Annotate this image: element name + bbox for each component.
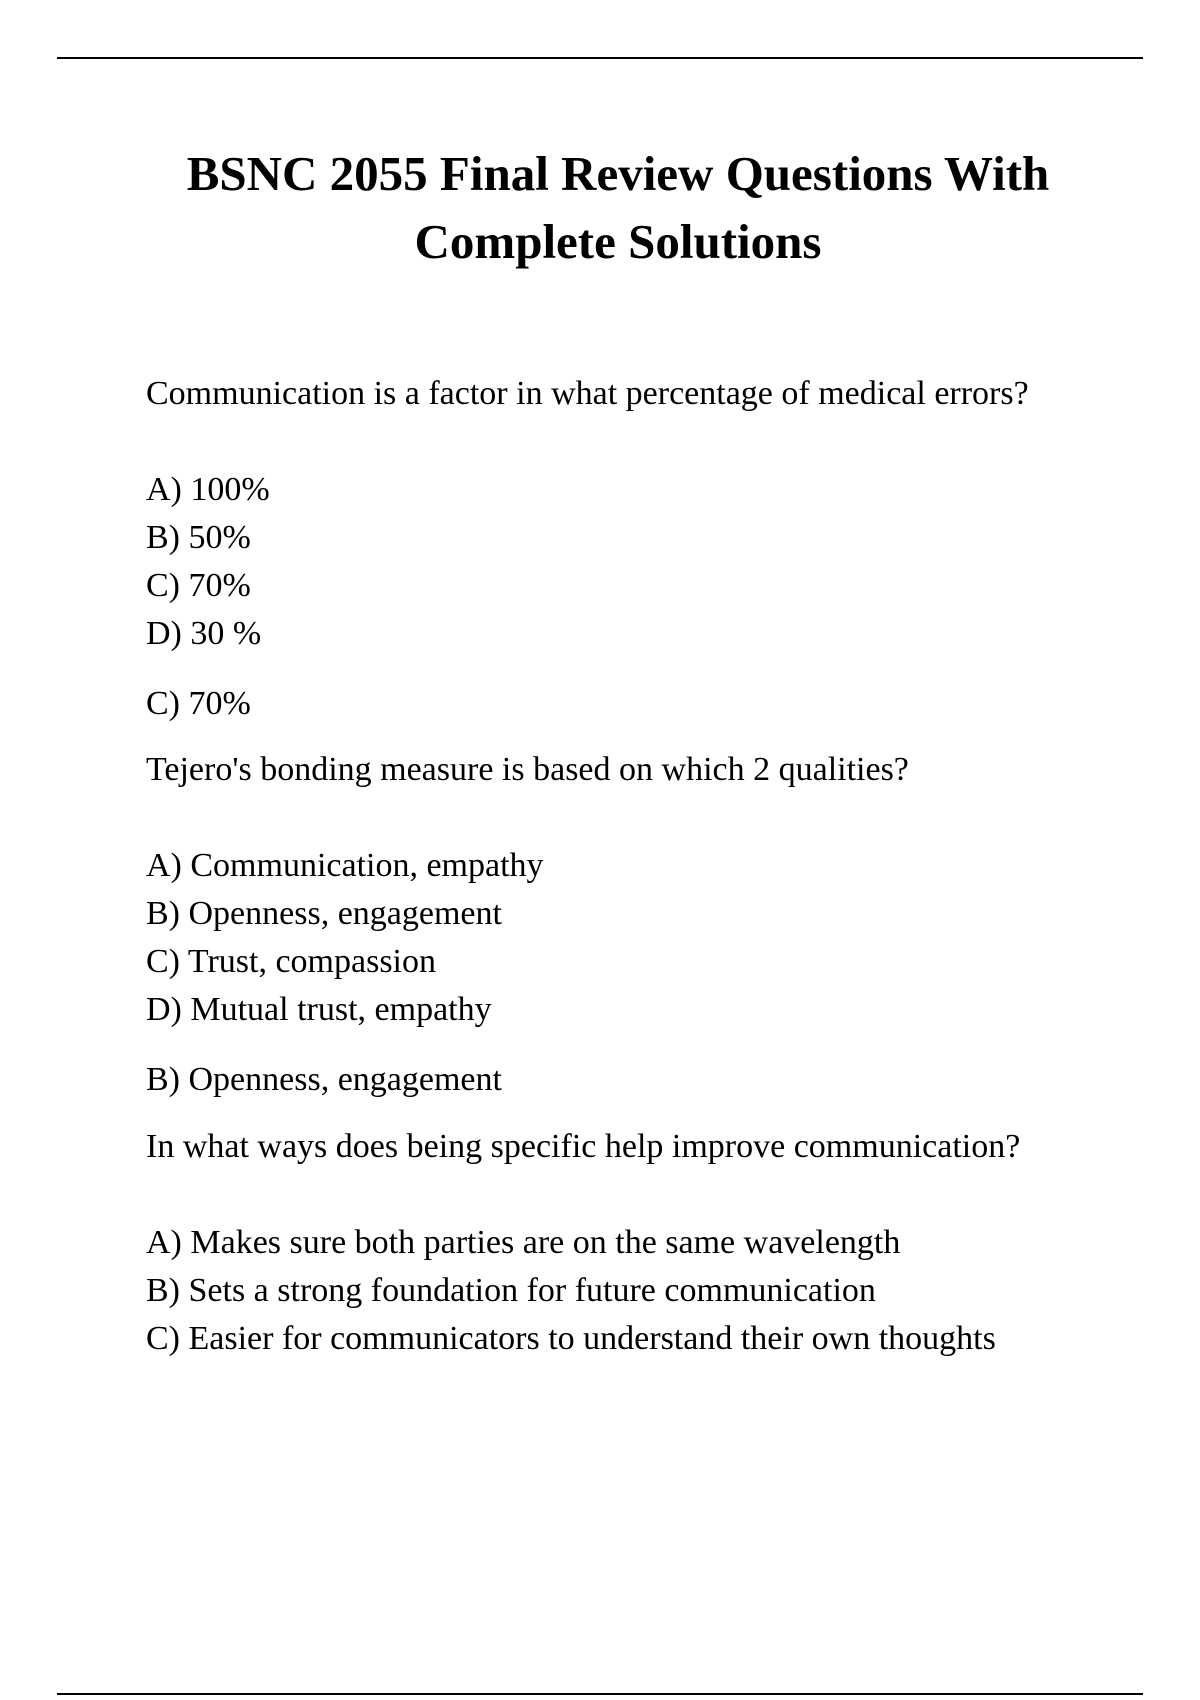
footer-rule (57, 1693, 1143, 1695)
question-text: Communication is a factor in what percentage of medical errors? (146, 375, 1029, 412)
document-title (0, 140, 1200, 276)
option-list (146, 466, 270, 658)
option-item: A) Makes sure both parties are on the same wavelength (146, 1224, 901, 1261)
question-block-1 (146, 374, 1146, 722)
option-item: C) 70% (146, 567, 251, 604)
header-rule (57, 57, 1143, 59)
option-item: B) Openness, engagement (146, 895, 502, 932)
title-line-1: BSNC 2055 Final Review Questions With (186, 146, 1050, 201)
option-item: C) Easier for communicators to understand their own thoughts (146, 1320, 996, 1357)
option-item: C) Trust, compassion (146, 943, 436, 980)
title-line-2: Complete Solutions (414, 214, 822, 269)
answer-text: C) 70% (146, 685, 251, 722)
option-list (146, 1219, 996, 1363)
question-text: In what ways does being specific help improve communication? (146, 1128, 1021, 1165)
option-item: D) Mutual trust, empathy (146, 991, 492, 1028)
option-item: B) Sets a strong foundation for future communication (146, 1272, 876, 1309)
question-block-2 (146, 750, 1146, 1098)
option-item: B) 50% (146, 519, 251, 556)
answer-text: B) Openness, engagement (146, 1061, 502, 1098)
option-item: A) 100% (146, 471, 270, 508)
question-block-3 (146, 1127, 1146, 1357)
option-item: A) Communication, empathy (146, 847, 544, 884)
question-text: Tejero's bonding measure is based on which 2 qualities? (146, 751, 909, 788)
option-item: D) 30 % (146, 615, 262, 652)
option-list (146, 842, 544, 1034)
